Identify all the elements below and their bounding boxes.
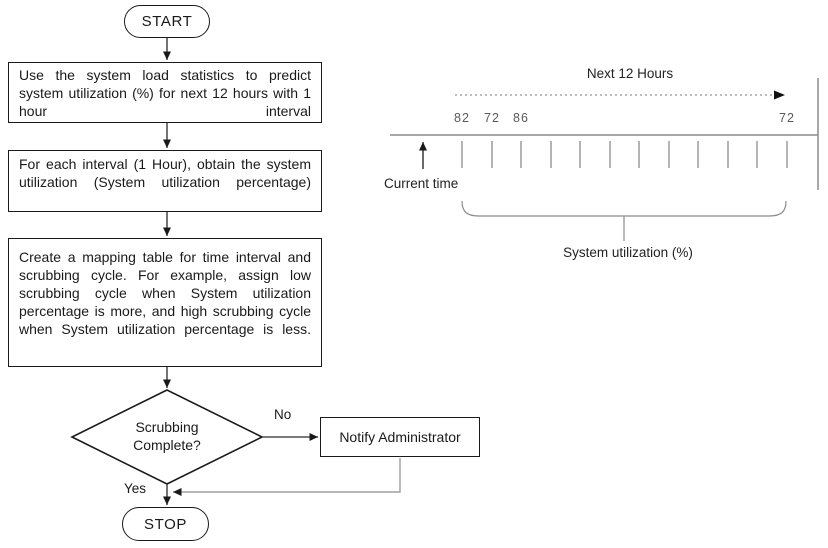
no-branch-label: No xyxy=(274,407,292,422)
notify-administrator-box xyxy=(320,417,480,457)
start-label: START xyxy=(141,13,193,30)
process-mapping-table: Create a mapping table for time interval and scrubbing cycle. For example, assign low scrubbing cycle when System utilization percentage is more, and high scrubbing cycle when System utilization percentage is less. xyxy=(8,238,322,367)
utilization-brace-label: System utilization (%) xyxy=(563,245,693,260)
stop-label: STOP xyxy=(144,515,187,533)
decision-label: Scrubbing Complete? xyxy=(133,419,201,453)
current-time-label: Current time xyxy=(384,176,459,191)
yes-branch-label: Yes xyxy=(124,481,147,496)
tick-value-hour3: 86 xyxy=(513,111,529,125)
tick-value-hour1: 82 xyxy=(454,111,470,125)
timeline-title: Next 12 Hours xyxy=(586,66,674,81)
underbrace xyxy=(462,201,786,241)
start-terminal xyxy=(124,5,210,38)
process-obtain-utilization: For each interval (1 Hour), obtain the system utilization (System utilization percentage) xyxy=(8,150,322,212)
notify-administrator-label: Notify Administrator xyxy=(339,429,461,445)
process-predict-utilization: Use the system load statistics to predict system utilization (%) for next 12 hours with 1 hour interval xyxy=(8,62,322,123)
timeline-dotted-arrowhead-icon xyxy=(774,91,785,100)
tick-value-hour12: 72 xyxy=(779,111,795,125)
tick-value-hour2: 72 xyxy=(484,111,500,125)
hour-ticks xyxy=(462,141,787,168)
stop-terminal xyxy=(122,507,209,541)
